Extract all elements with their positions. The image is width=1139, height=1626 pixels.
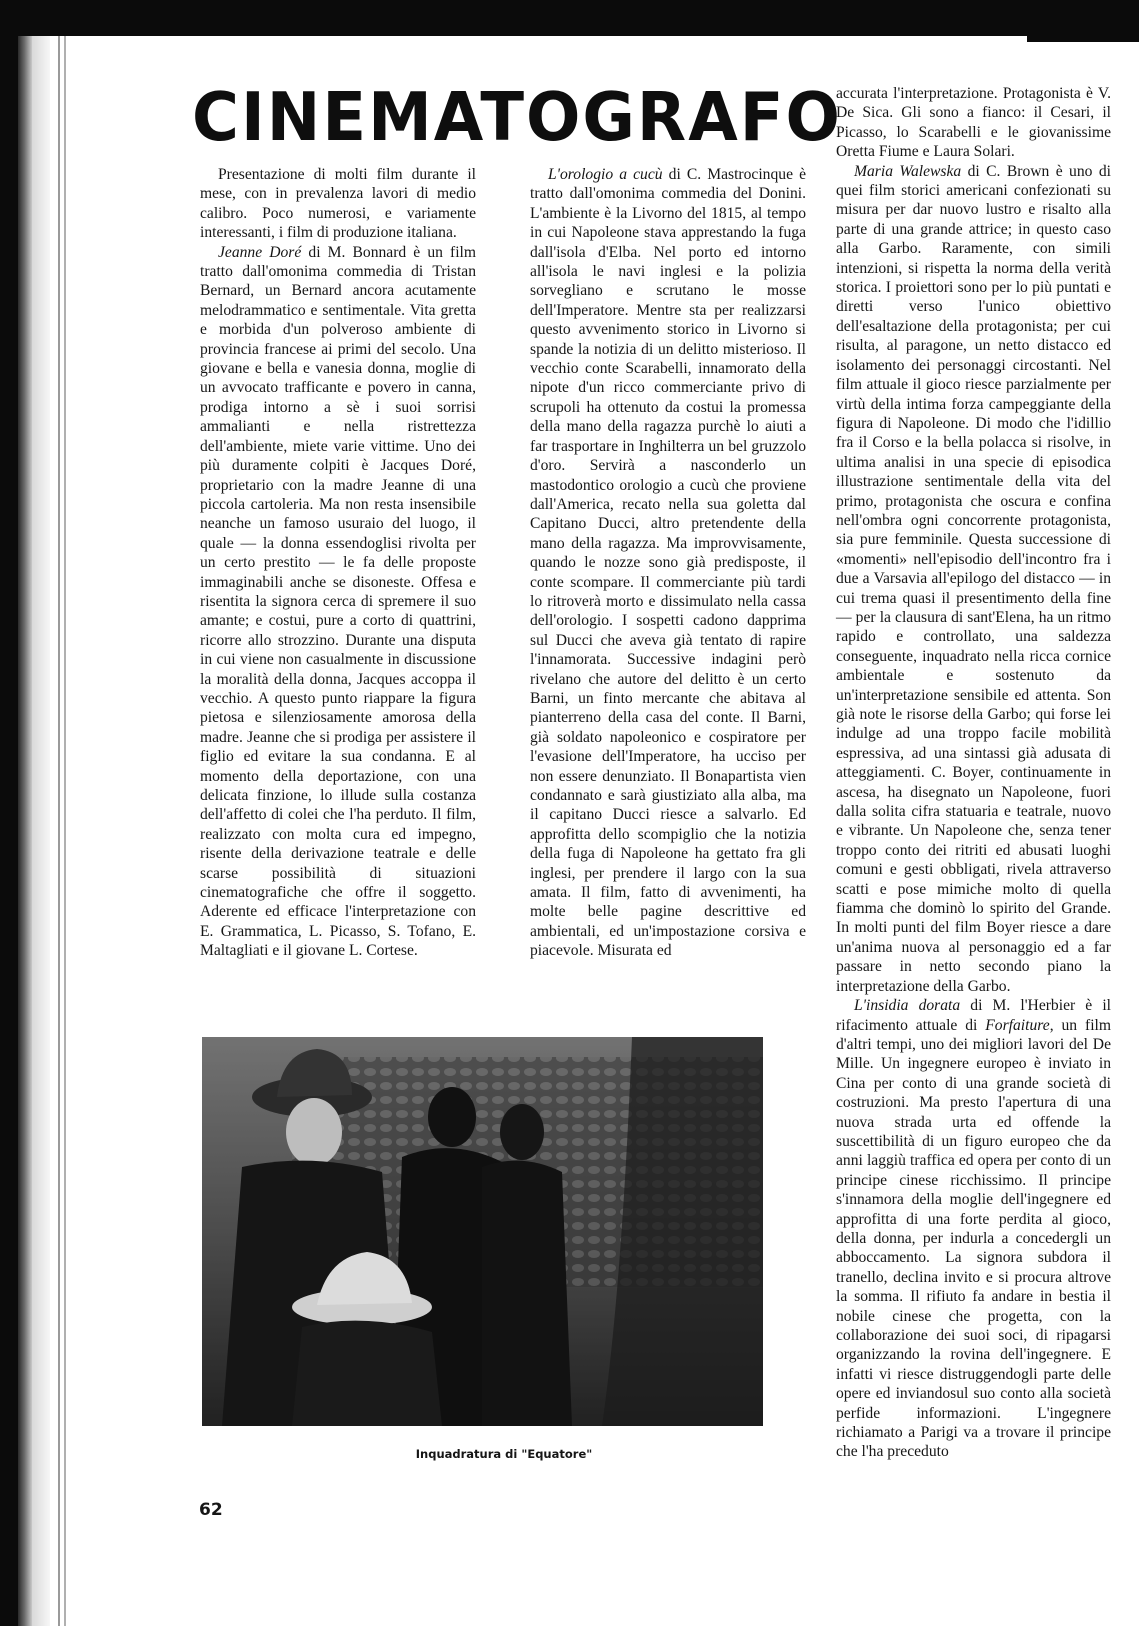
paragraph-text: di M. Bonnard è un film tratto dall'omonima commedia di Tristan Bernard, un Bernard ancora acutamente melodrammatico e sentimentale. Vita gretta e morbida d'un polveroso ambiente di provincia francese ai primi del secolo. Una giovane e bella e vanesia donna, moglie di un avvocato trafficante e povero in canna, prodiga intorno a sè i suoi sorrisi ammalianti e nella ristrettezza dell'ambiente, miete varie vittime. Uno dei più duramente colpiti è Jacques Doré, proprietario con la madre Jeanne di una piccola cartoleria. Ma non resta insensibile neanche un famoso usuraio del luogo, il quale — la donna essendoglisi rivolta per un certo prestito — le fa delle proposte immaginabili anche se disoneste. Offesa e risentita la signora cerca di spremere il suo amante; e costui, pure a corto di quattrini, ricorre allo strozzino. Durante una disputa in cui viene non casualmente in discussione la moralità della donna, Jacques accoppa il vecchio. A questo punto riappare la figura pietosa e silenziosamente amorosa della madre. Jeanne che si prodiga per assistere il figlio ed evitare la sua condanna. E al momento della deportazione, con una delicata finzione, lo illude sulla costanza dell'affetto di colei che l'ha perduto. Il film, realizzato con molta cura ed impegno, risente della derivazione teatrale e delle scarse possibilità di situazioni cinematografiche che offre il soggetto. Aderente ed efficace l'interpretazione con E. Grammatica, L. Picasso, S. Tofano, E. Maltagliati e il giovane L. Cortese.	[200, 243, 476, 960]
paragraph	[836, 84, 1111, 162]
film-title: L'orologio a cucù	[548, 166, 663, 183]
film-title: Jeanne Doré	[218, 243, 302, 261]
binding-shadow	[18, 36, 32, 1626]
binding-line	[58, 36, 60, 1626]
paragraph	[836, 996, 1111, 1462]
scan-border-left	[0, 0, 18, 1626]
page-number: 62	[199, 1500, 223, 1520]
paragraph	[530, 165, 806, 961]
binding-highlight	[32, 36, 50, 1626]
page-title: CINEMATOGRAFO	[192, 78, 842, 157]
film-title: L'insidia dorata	[854, 997, 961, 1015]
paragraph-text: Presentazione di molti film durante il mese, con in prevalenza lavori di medio calibro. Poco numerosi, e variamente interessanti, i film di produzione italiana.	[200, 166, 476, 242]
film-title: Forfaiture	[985, 1016, 1050, 1034]
paragraph-text: , un film d'altri tempi, uno dei migliori lavori del De Mille. Un ingegnere europeo è inviato in Cina per conto di una grande società di costruzioni. Ma presto l'apertura di una nuova strada urta ed offende la suscettibilità di un figuro europeo che da anni laggiù traffica ed opera per conto di un principe cinese ricchissimo. Il principe s'innamora della moglie dell'ingegnere ed approfitta di una forte perdita al gioco, della donna, per indurla a concedergli un abboccamento. La signora subdora il tranello, declina invito e si procura altrove la somma. Il rifiuto fa andare in bestia il nobile cinese che progetta, con la collaborazione dei suoi soci, di ripagarsi organizzando la rovina dell'ingegnere. E infatti vi riesce distruggendogli parte delle opere ed inviandosul suo conto alla società perfide informazioni. L'ingegnere richiamato a Parigi va a trovare il principe che l'ha preceduto	[836, 1016, 1111, 1461]
paragraph-text: accurata l'interpretazione. Protagonista è V. De Sica. Gli sono a fianco: il Cesari, il Picasso, lo Scarabelli e le giovanissime Oretta Fiume e Laura Solari.	[836, 85, 1111, 161]
paragraph-text: di M. l'Herbier è il rifacimento attuale di	[836, 997, 1111, 1034]
paragraph	[836, 162, 1111, 996]
paragraph-text: di C. Brown è uno di quei film storici americani confezionati su misura per dar nuovo lustro e risalto alla parte di una grande attrice; in questo caso alla Garbo. Raramente, con simili intenzioni, si rispetta la norma della verità storica. I proiettori sono per lo più puntati e diretti verso l'unico obiettivo dell'esaltazione della protagonista; per cui risulta, al paragone, un netto distacco ed isolamento dei personaggi circostanti. Nel film attuale il gioco riesce parzialmente per virtù della intima forza campeggiante della figura di Napoleone. Di modo che l'idillio fra il Corso e la bella polacca si risolve, in ultima analisi in una specie di episodica illustrazione sentimentale della vita del primo, protagonista che oscura e confina nell'ombra ogni concorrente protagonista, sia pure femminile. Questa successione di «momenti» nell'episodio dell'incontro fra i due a Varsavia all'epilogo del distacco — in cui trema quasi il presentimento della fine — per la clausura di sant'Elena, ha un ritmo rapido e controllato, una saldezza conseguente, inquadrato nella ricca cornice ambientale e sostenuto da un'interpretazione sensibile ed attenta. Son già note le risorse della Garbo; qui forse lei indulge ad una troppo facile mobilità espressiva, ad una sintassi già adusata di atteggiamenti. C. Boyer, continuamente in ascesa, ha disegnato un Napoleone, fuori dalla solita cifra statuaria e teatrale, nuovo e vibrante. Un Napoleone che, senza tener troppo conto dei ritriti ed abusati luoghi comuni e gesti obbligati, rivela attraverso scatti e pose mimiche molto di quella fiamma che dominò lo spirito del Grande. In molti punti del film Boyer riesce a dare un'anima nuova al personaggio ed a far passare in netto secondo piano la interpretazione della Garbo.	[836, 162, 1111, 995]
text-column-1	[200, 165, 476, 961]
photo-caption: Inquadratura di "Equatore"	[415, 1447, 593, 1461]
paragraph-text: di C. Mastrocinque è tratto dall'omonima commedia del Donini. L'ambiente è la Livorno del 1815, al tempo in cui Napoleone stava apprestando la fuga dall'isola d'Elba. Nel porto ed intorno all'isola le navi inglesi e la polizia sorvegliano e scrutano le mosse dell'Imperatore. Mentre sta per realizzarsi questo avvenimento storico in Livorno si spande la notizia di un delitto misterioso. Il vecchio conte Scarabelli, innamorato della nipote d'un ricco commerciante privo di scrupoli ha ottenuto da costui la promessa della mano della ragazza purchè lo aiuti a far trasportare in Inghilterra un bel gruzzolo d'oro. Servirà a nasconderlo un mastodontico orologio a cucù che proviene dall'America, recato nella sua goletta dal Capitano Ducci, altro pretendente della mano della ragazza. Ma improvvisamente, quando le nozze sono già predisposte, il conte scompare. Il commerciante più tardi lo ritroverà morto e dissimulato nella cassa dell'orologio. I sospetti cadono dapprima sul Ducci che aveva già tentato di rapire l'innamorata. Successive indagini però rivelano che autore del delitto è un certo Barni, un finto mercante che abitava al pianterreno della casa del conte. Il Barni, già soldato napoleonico e cospiratore per l'evasione dell'Imperatore, ha ucciso per non essere denunziato. Il Bonapartista vien condannato e sarà giustiziato alla alba, ma il capitano Ducci riesce a salvarlo. Ed approfitta dello scompiglio che la notizia della fuga di Napoleone ha gettato fra gli inglesi, per prendere il largo con la sua amata. Il film, fatto di avvenimenti, ha molte belle pagine descrittive ed ambientali, ed un'impostazione corsiva e piacevole. Misurata ed	[530, 166, 806, 960]
paragraph	[200, 165, 476, 243]
binding-line	[64, 36, 66, 1626]
film-still-photo	[202, 1037, 763, 1426]
scan-border-top	[0, 0, 1139, 36]
text-column-2	[530, 165, 806, 961]
paragraph	[200, 243, 476, 961]
scan-border-tab	[1027, 30, 1139, 42]
film-title: Maria Walewska	[854, 162, 962, 180]
text-column-3	[836, 84, 1111, 1462]
